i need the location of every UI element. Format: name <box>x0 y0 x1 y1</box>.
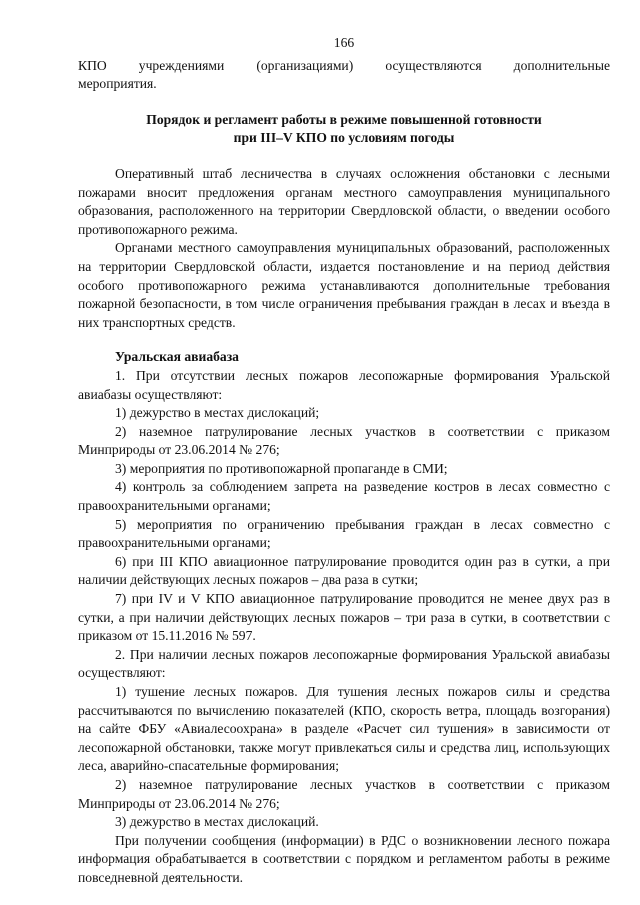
document-page <box>78 34 610 888</box>
point1-item: 3) мероприятия по противопожарной пропаганде в СМИ; <box>115 460 448 476</box>
point2-item: 2) наземное патрулирование лесных участков в соответствии с приказом Минприроды от 23.06.2014 № 276; <box>78 776 610 811</box>
page-number: 166 <box>333 35 355 50</box>
paragraph-operational-staff: Оперативный штаб лесничества в случаях осложнения обстановки с лесными пожарами вносит предложения органам местного самоуправления муниципального образования, расположенного на территории Свердловской области, о введении особого противопожарного режима. <box>78 165 610 237</box>
point1-item: 7) при IV и V КПО авиационное патрулирование проводится не менее двух раз в сутки, а при наличии действующих лесных пожаров – три раза в сутки, в соответствии с приказом от 15.11.2016 № 597. <box>78 591 610 644</box>
point1-item: 6) при III КПО авиационное патрулирование проводится один раз в сутки, а при наличии действующих лесных пожаров – два раза в сутки; <box>78 553 610 588</box>
point1-item: 5) мероприятия по ограничению пребывания граждан в лесах совместно с правоохранительными органами; <box>78 516 610 551</box>
point1-item: 2) наземное патрулирование лесных участков в соответствии с приказом Минприроды от 23.06.2014 № 276; <box>78 423 610 458</box>
intro-line-1: КПО учреждениями (организациями) осуществляются дополнительные <box>78 57 610 73</box>
intro-line-2: мероприятия. <box>78 76 157 92</box>
section-heading-line-2: при III–V КПО по условиям погоды <box>233 130 455 146</box>
point2-item: 1) тушение лесных пожаров. Для тушения лесных пожаров силы и средства рассчитываются по вычислению показателей (КПО, скорость ветра, площадь возгорания) на сайте ФБУ «Авиалесоохрана» в разделе «Расчет сил тушения» в зависимости от лесопожарной обстановки, также могут привлекаться силы и средства лиц, использующих леса, аварийно-спасательные формирования; <box>78 684 610 774</box>
point1-item: 4) контроль за соблюдением запрета на разведение костров в лесах совместно с правоохранительными органами; <box>78 479 610 514</box>
subsection-title: Уральская авиабаза <box>115 349 239 365</box>
closing-paragraph: При получении сообщения (информации) в РДС о возникновении лесного пожара информация обрабатывается в соответствии с порядком и регламентом работы в режиме повседневной деятельности. <box>78 832 610 885</box>
point2-intro: 2. При наличии лесных пожаров лесопожарные формирования Уральской авиабазы осуществляют: <box>78 646 610 681</box>
section-heading-line-1: Порядок и регламент работы в режиме повышенной готовности <box>146 111 542 127</box>
paragraph-local-authorities: Органами местного самоуправления муниципальных образований, расположенных на территории Свердловской области, издается постановление и на период действия особого противопожарного режима устанавливаются дополнительные требования пожарной безопасности, в том числе ограничения пребывания граждан в лесах и въезда в них транспортных средств. <box>78 240 610 330</box>
point2-item: 3) дежурство в местах дислокаций. <box>115 814 319 830</box>
point1-item: 1) дежурство в местах дислокаций; <box>115 405 320 421</box>
point1-intro: 1. При отсутствии лесных пожаров лесопожарные формирования Уральской авиабазы осуществляют: <box>78 367 610 402</box>
